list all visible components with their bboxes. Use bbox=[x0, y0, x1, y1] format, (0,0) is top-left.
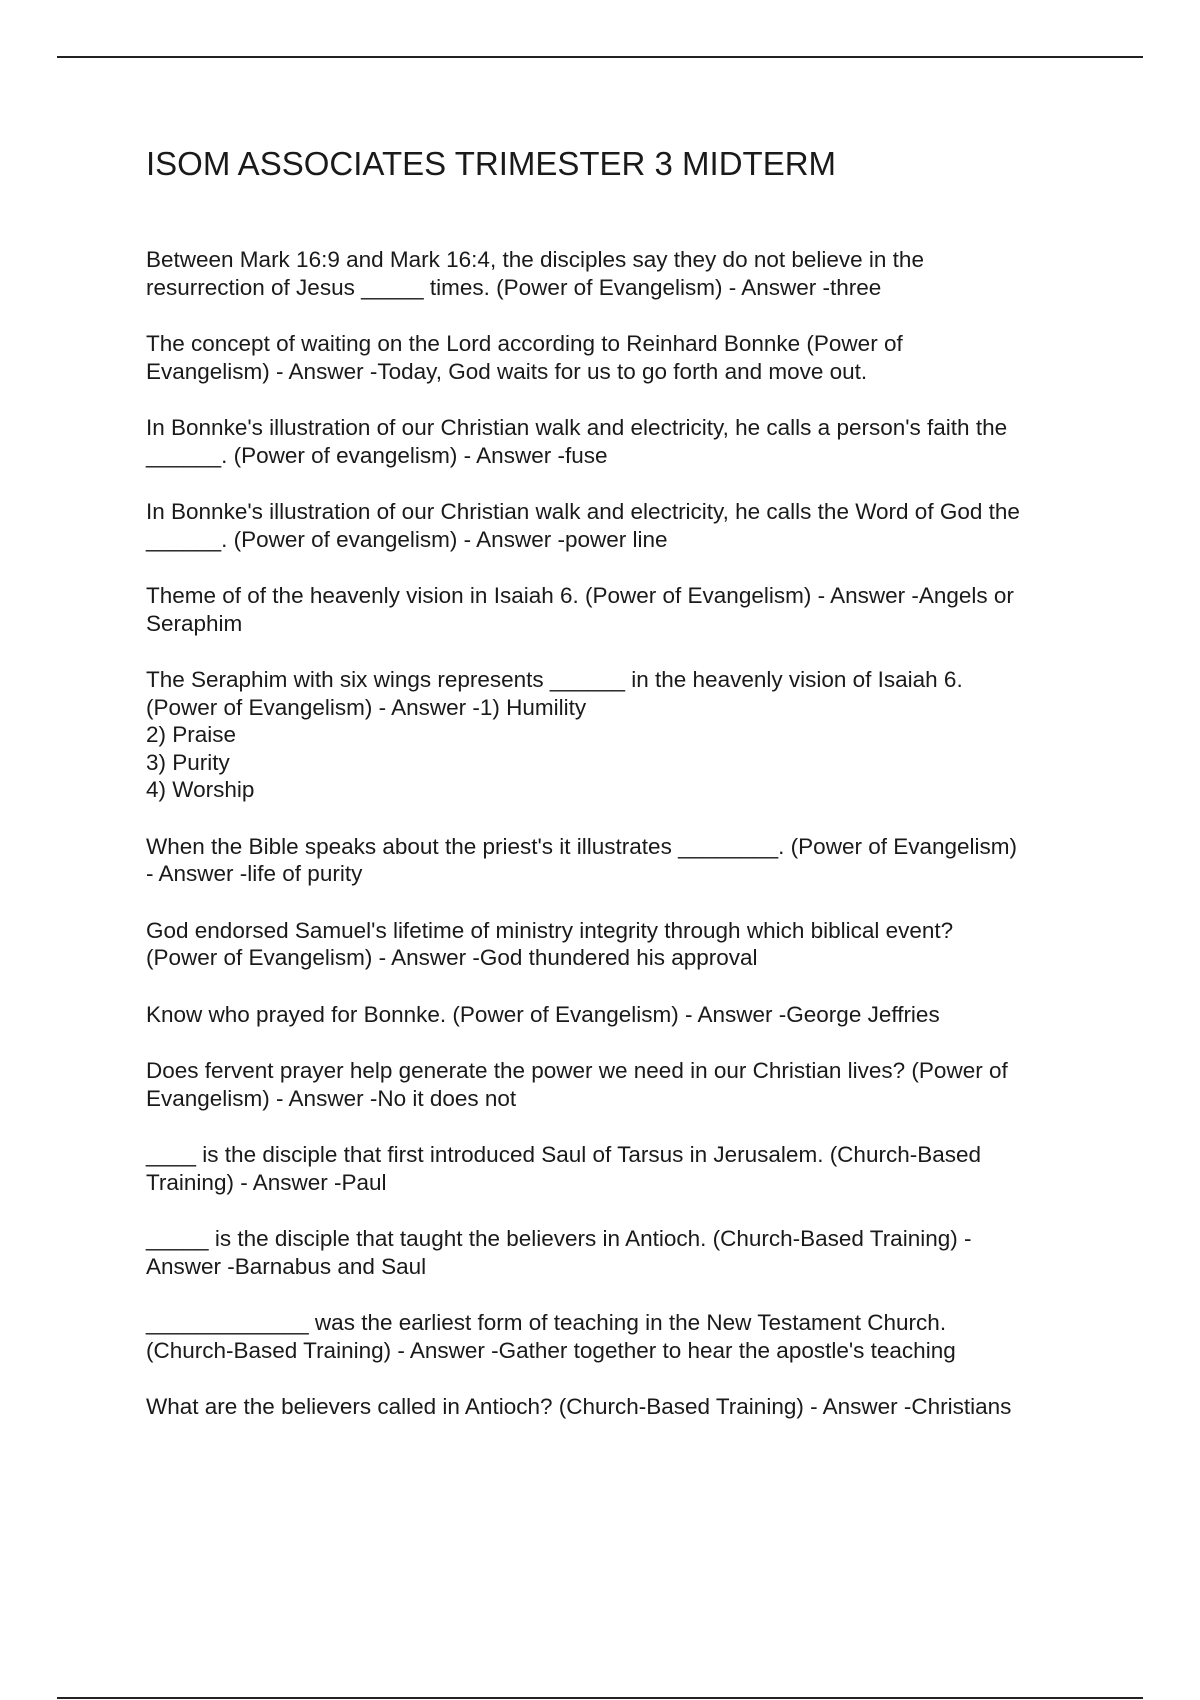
qa-item-6: The Seraphim with six wings represents ______ in the heavenly vision of Isaiah 6. (Power of Evangelism) - Answer -1) Humility 2) Praise 3) Purity 4) Worship bbox=[146, 667, 963, 802]
qa-item-14: What are the believers called in Antioch? (Church-Based Training) - Answer -Christians bbox=[146, 1394, 1012, 1419]
qa-item-4: In Bonnke's illustration of our Christian walk and electricity, he calls the Word of God the ______. (Power of evangelism) - Answer -power line bbox=[146, 499, 1020, 552]
qa-item-13: _____________ was the earliest form of teaching in the New Testament Church. (Church-Based Training) - Answer -Gather together to hear the apostle's teaching bbox=[146, 1310, 956, 1363]
qa-item-1: Between Mark 16:9 and Mark 16:4, the disciples say they do not believe in the resurrection of Jesus _____ times. (Power of Evangelism) - Answer -three bbox=[146, 247, 924, 300]
qa-item-7: When the Bible speaks about the priest's it illustrates ________. (Power of Evangelism) - Answer -life of purity bbox=[146, 833, 1018, 886]
qa-item-11: ____ is the disciple that first introduced Saul of Tarsus in Jerusalem. (Church-Based Training) - Answer -Paul bbox=[146, 1142, 982, 1195]
qa-item-2: The concept of waiting on the Lord according to Reinhard Bonnke (Power of Evangelism) - Answer -Today, God waits for us to go forth and move out. bbox=[146, 331, 903, 384]
qa-item-5: Theme of of the heavenly vision in Isaiah 6. (Power of Evangelism) - Answer -Angels or Seraphim bbox=[146, 583, 1014, 636]
qa-item-3: In Bonnke's illustration of our Christian walk and electricity, he calls a person's faith the ______. (Power of evangelism) - Answer -fuse bbox=[146, 415, 1008, 468]
top-rule bbox=[57, 56, 1143, 58]
document-title: ISOM ASSOCIATES TRIMESTER 3 MIDTERM bbox=[146, 145, 837, 182]
qa-item-12: _____ is the disciple that taught the believers in Antioch. (Church-Based Training) - Answer -Barnabus and Saul bbox=[146, 1226, 972, 1279]
bottom-rule bbox=[57, 1697, 1143, 1699]
qa-item-9: Know who prayed for Bonnke. (Power of Evangelism) - Answer -George Jeffries bbox=[146, 1001, 940, 1027]
qa-item-8: God endorsed Samuel's lifetime of ministry integrity through which biblical event? (Power of Evangelism) - Answer -God thundered his approval bbox=[146, 917, 954, 970]
qa-item-10: Does fervent prayer help generate the power we need in our Christian lives? (Power of Evangelism) - Answer -No it does not bbox=[146, 1058, 1008, 1111]
document-page bbox=[146, 142, 1106, 1450]
